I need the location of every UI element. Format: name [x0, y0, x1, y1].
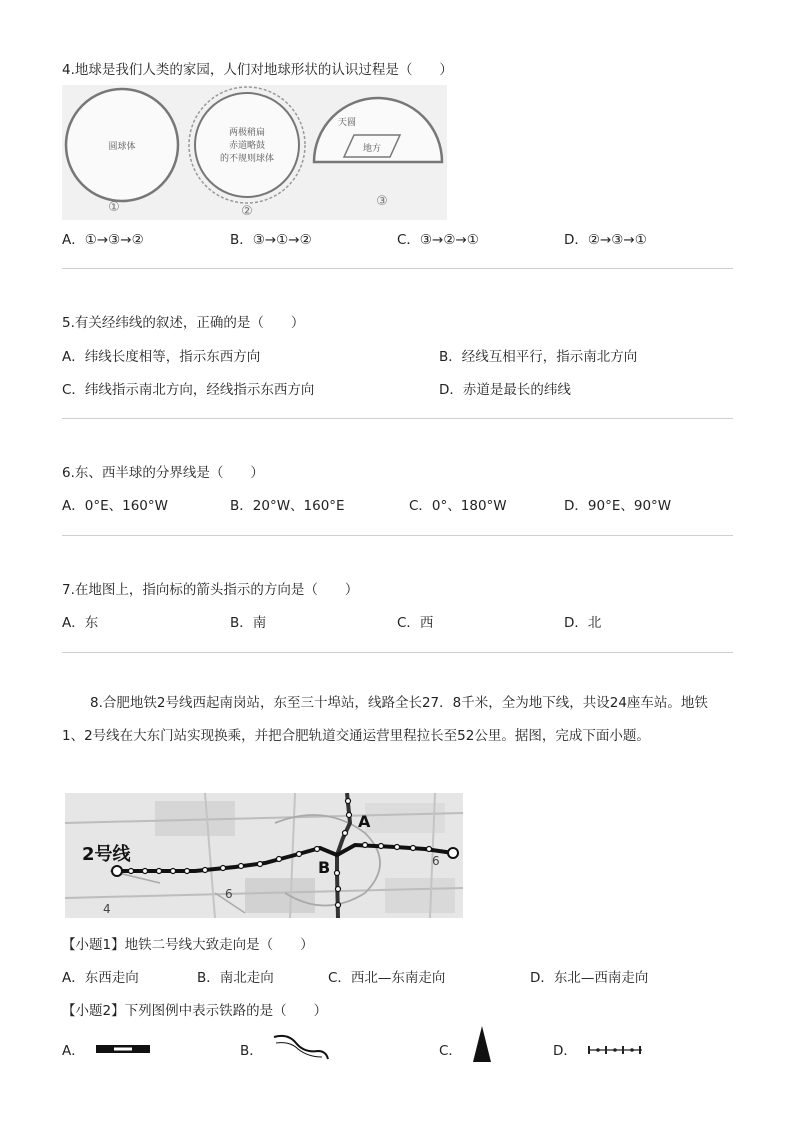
q5-option-d[interactable]: D．赤道是最长的纬线: [439, 382, 571, 398]
q8-sub2-option-b[interactable]: B．: [240, 1043, 263, 1059]
railway-symbol-icon: [96, 1043, 150, 1055]
circle2-line1: 两极稍扁: [228, 128, 266, 138]
river-symbol-icon: [270, 1031, 332, 1063]
q6-option-d[interactable]: D．90°E、90°W: [564, 498, 672, 514]
q6-option-c[interactable]: C．0°、180°W: [409, 498, 507, 514]
metro-line-2-map: [65, 793, 463, 918]
q8-sub2-stem: 【小题2】下列图例中表示铁路的是（ ）: [62, 1003, 328, 1019]
q8-sub1-option-a[interactable]: A．东西走向: [62, 970, 139, 986]
q7-option-d[interactable]: D．北: [564, 615, 602, 631]
dome-top-text: 天圆: [337, 118, 357, 128]
divider: [62, 268, 733, 269]
q8-sub2-option-a[interactable]: A．: [62, 1043, 85, 1059]
q6-option-a[interactable]: A．0°E、160°W: [62, 498, 168, 514]
mountain-peak-symbol-icon: [471, 1025, 493, 1065]
divider: [62, 652, 733, 653]
q4-stem: 4.地球是我们人类的家园，人们对地球形状的认识过程是（ ）: [62, 62, 453, 78]
divider: [62, 535, 733, 536]
dome-bottom-text: 地方: [362, 144, 382, 154]
figure-label-3: ③: [376, 194, 388, 209]
q8-paragraph-line2: 1、2号线在大东门站实现换乘，并把合肥轨道交通运营里程拉长至52公里。据图，完成下面小题。: [62, 728, 650, 744]
q8-sub1-option-b[interactable]: B．南北走向: [197, 970, 274, 986]
point-b-label: B: [318, 858, 331, 877]
figure-label-2: ②: [241, 204, 253, 219]
q7-option-a[interactable]: A．东: [62, 615, 99, 631]
q8-paragraph-line1: 8.合肥地铁2号线西起南岗站，东至三十埠站，线路全长27．8千米，全为地下线，共设24座车站。地铁: [90, 695, 708, 711]
q6-option-b[interactable]: B．20°W、160°E: [230, 498, 345, 514]
point-a-label: A: [358, 812, 371, 831]
q5-option-b[interactable]: B．经线互相平行，指示南北方向: [439, 349, 638, 365]
circle2-line2: 赤道略鼓: [228, 141, 266, 151]
q8-sub2-option-d[interactable]: D．: [553, 1043, 577, 1059]
q6-stem: 6.东、西半球的分界线是（ ）: [62, 465, 264, 481]
road-number-6b: 6: [432, 854, 440, 868]
q7-stem: 7.在地图上，指向标的箭头指示的方向是（ ）: [62, 582, 359, 598]
road-number-6a: 6: [225, 887, 233, 901]
q5-stem: 5.有关经纬线的叙述，正确的是（ ）: [62, 315, 305, 331]
circle2-line3: 的不规则球体: [219, 154, 275, 164]
q7-option-b[interactable]: B．南: [230, 615, 267, 631]
q5-option-c[interactable]: C．纬线指示南北方向，经线指示东西方向: [62, 382, 315, 398]
divider: [62, 418, 733, 419]
q5-option-a[interactable]: A．纬线长度相等，指示东西方向: [62, 349, 261, 365]
boundary-line-symbol-icon: [586, 1044, 644, 1056]
q8-sub1-option-c[interactable]: C．西北—东南走向: [328, 970, 446, 986]
west-terminal-station: [112, 866, 122, 876]
figure-label-1: ①: [108, 200, 120, 215]
east-terminal-station: [448, 848, 458, 858]
road-number-4: 4: [103, 902, 111, 916]
q8-sub1-option-d[interactable]: D．东北—西南走向: [530, 970, 649, 986]
q4-option-c[interactable]: C．③→②→①: [397, 232, 479, 248]
q4-option-b[interactable]: B．③→①→②: [230, 232, 312, 248]
line-2-label: 2号线: [82, 844, 131, 865]
q4-option-d[interactable]: D．②→③→①: [564, 232, 647, 248]
q8-sub1-stem: 【小题1】地铁二号线大致走向是（ ）: [62, 937, 314, 953]
q8-sub2-option-c[interactable]: C．: [439, 1043, 462, 1059]
circle1-text: 圆球体: [108, 142, 136, 152]
q7-option-c[interactable]: C．西: [397, 615, 434, 631]
earth-shape-figure: [62, 85, 447, 220]
q4-option-a[interactable]: A．①→③→②: [62, 232, 144, 248]
